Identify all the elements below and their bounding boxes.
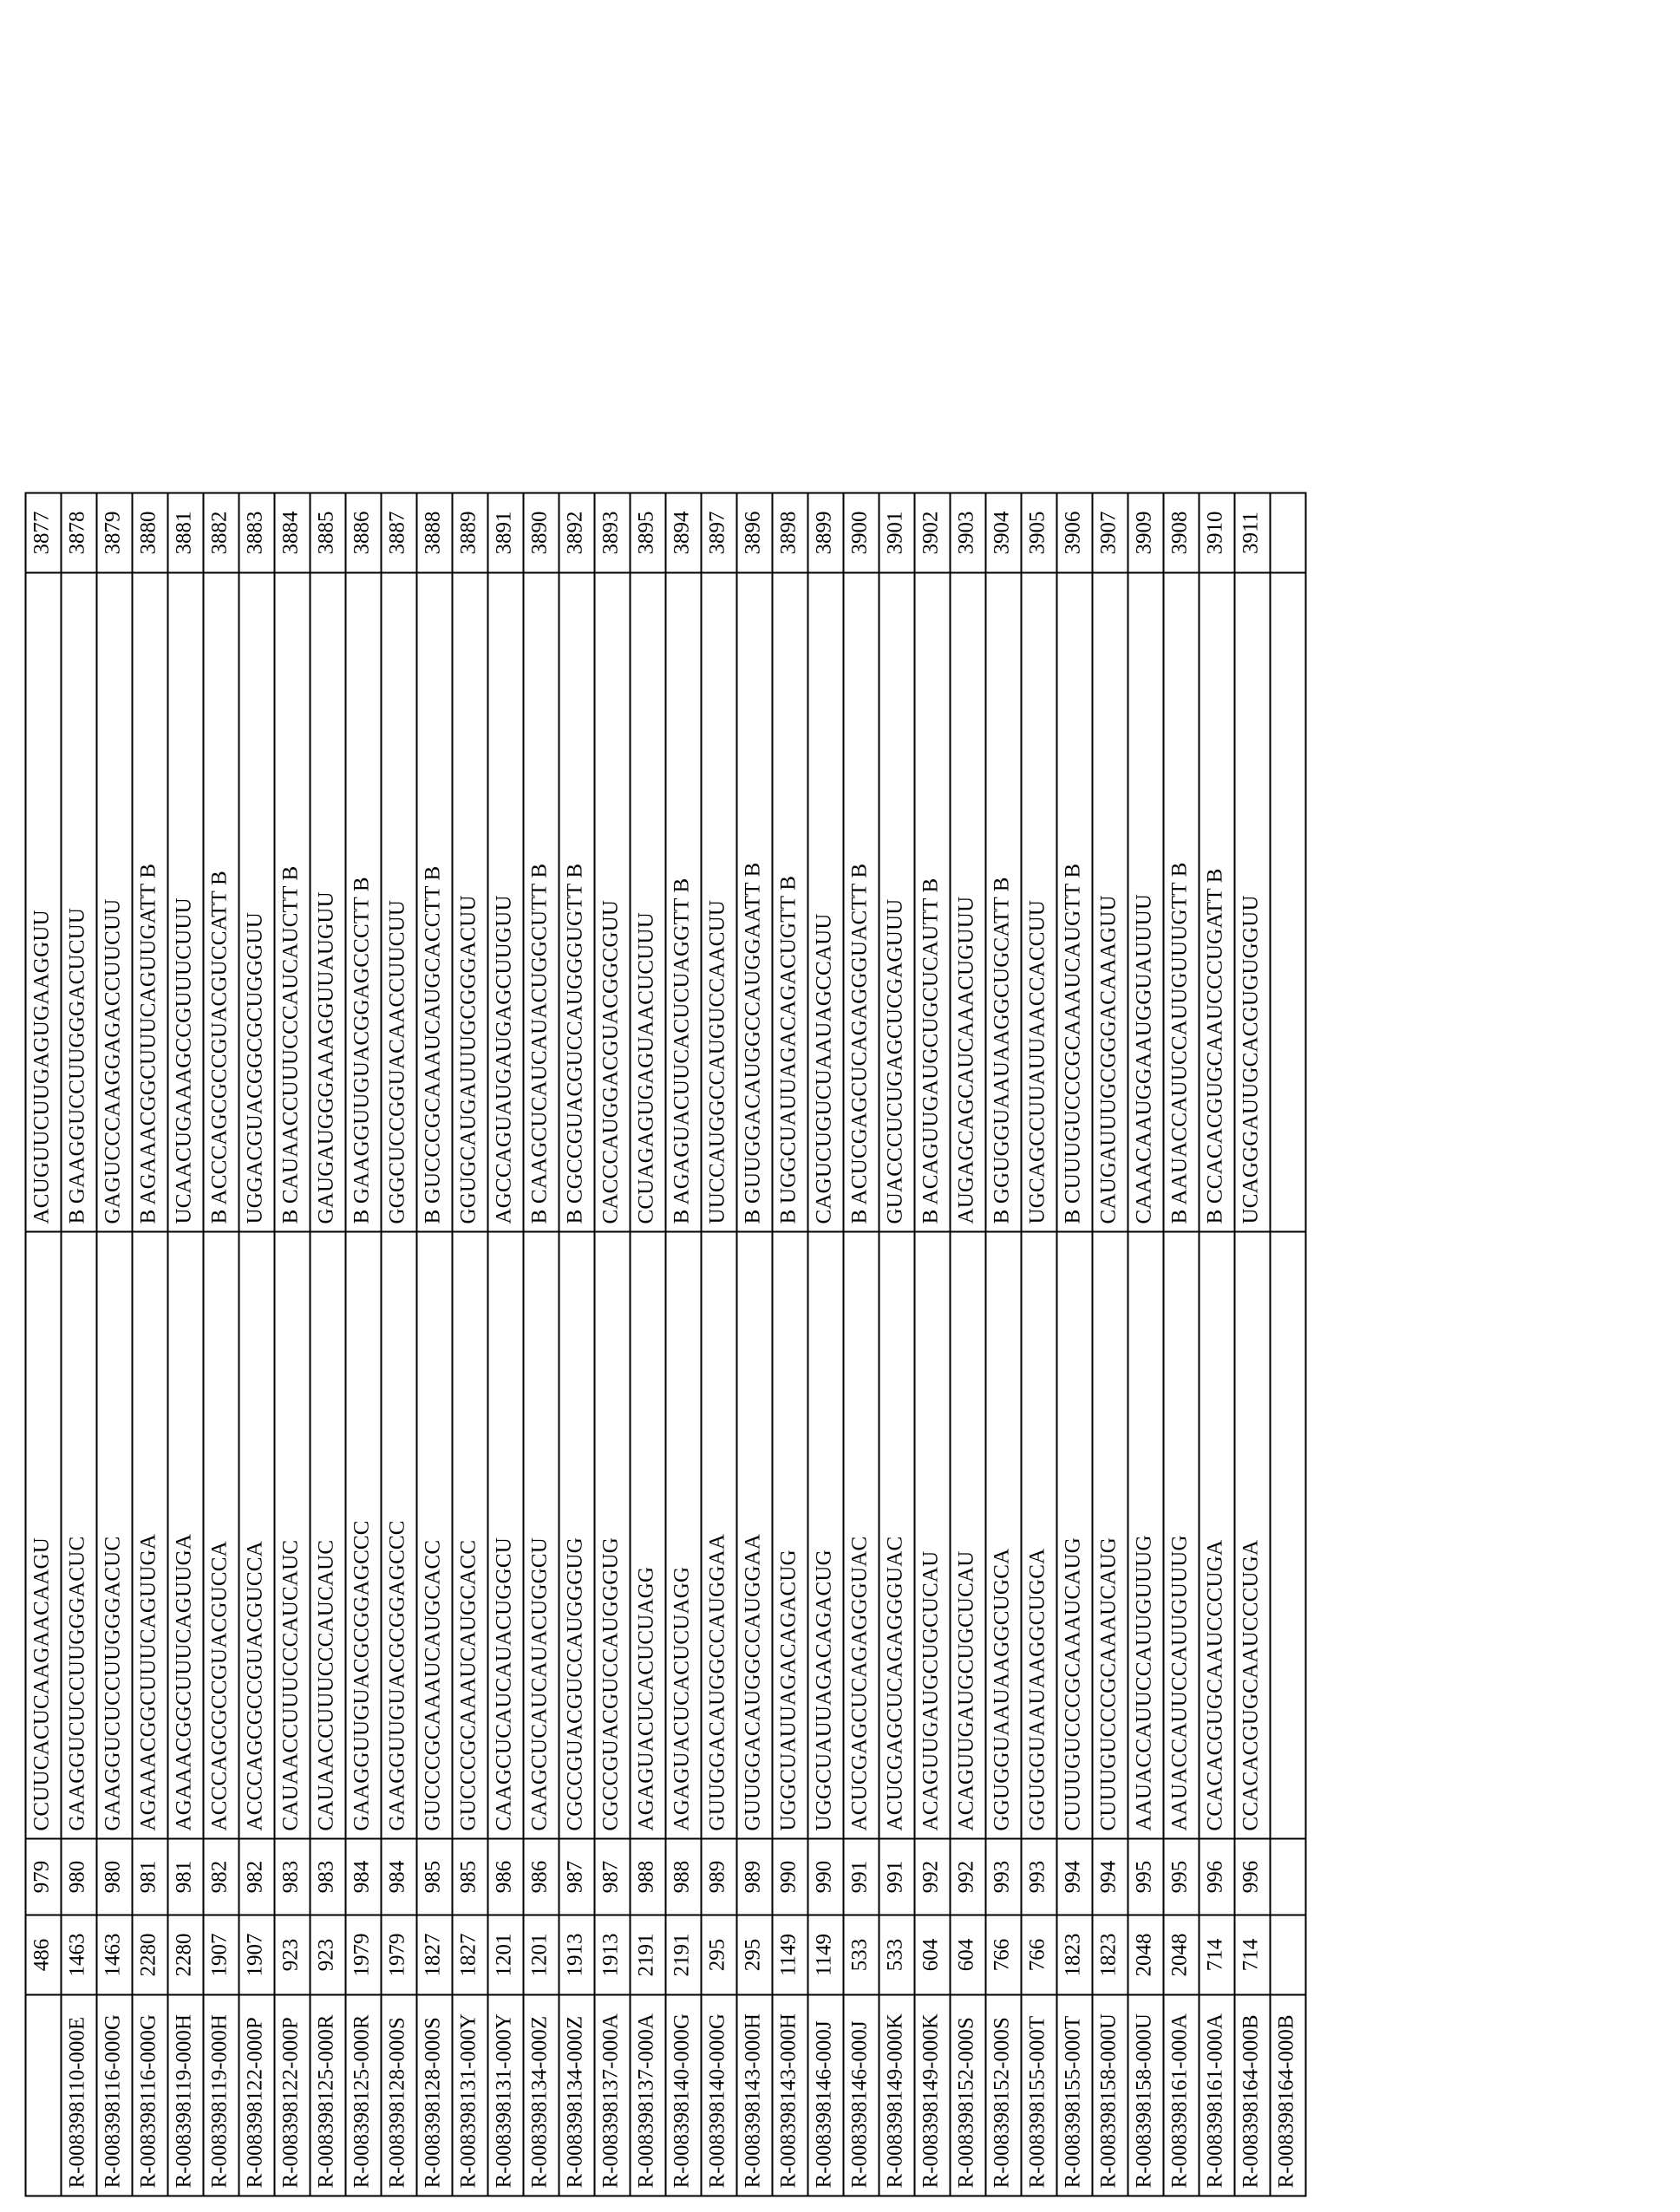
table-row <box>132 493 167 2196</box>
cell-dna-sequence: AGAAACGGCUUUCAGUUGA <box>167 1231 203 1838</box>
cell-seq-id-3: 3888 <box>416 493 452 572</box>
cell-rna-sequence: B ACAGUUGAUGCUGCUCAUTT B <box>914 572 950 1231</box>
table-row <box>665 493 701 2196</box>
cell-dna-sequence: ACAGUUGAUGCUGCUCAU <box>914 1231 950 1838</box>
cell-rna-sequence: B GAAGGUUGUACGGAGCCCTT B <box>345 572 381 1231</box>
cell-seq-id-3: 3889 <box>452 493 487 572</box>
cell-seq-id-1: 1907 <box>203 1915 239 1994</box>
cell-identifier: R-008398143-000H <box>736 1994 772 2196</box>
cell-seq-id-3: 3885 <box>310 493 345 572</box>
cell-seq-id-3: 3880 <box>132 493 167 572</box>
cell-identifier: R-008398146-000J <box>807 1994 843 2196</box>
cell-identifier: R-008398161-000A <box>1163 1994 1199 2196</box>
cell-identifier: R-008398158-000U <box>1128 1994 1163 2196</box>
cell-seq-id-3: 3879 <box>96 493 132 572</box>
cell-seq-id-3: 3903 <box>950 493 985 572</box>
cell-identifier: R-008398140-000G <box>665 1994 701 2196</box>
cell-rna-sequence: GAGUCCCAAGGAGACCUUCUU <box>96 572 132 1231</box>
table-row <box>487 493 523 2196</box>
cell-rna-sequence: CAGUCUGUCUAAUAGCCAUU <box>807 572 843 1231</box>
cell-dna-sequence: CUUUGUCCCGCAAAUCAUG <box>1092 1231 1128 1838</box>
cell-dna-sequence: GAAGGUCUCCUUGGGACUC <box>61 1231 96 1838</box>
cell-rna-sequence: GGUGCAUGAUUUGCGGGACUU <box>452 572 487 1231</box>
cell-seq-id-3: 3897 <box>701 493 736 572</box>
cell-seq-id-1 <box>1270 1915 1305 1994</box>
cell-seq-id-1: 2280 <box>167 1915 203 1994</box>
cell-seq-id-1: 295 <box>736 1915 772 1994</box>
cell-rna-sequence: AUGAGCAGCAUCAAACUGUUU <box>950 572 985 1231</box>
cell-seq-id-3: 3886 <box>345 493 381 572</box>
cell-seq-id-3: 3890 <box>523 493 559 572</box>
table-row <box>879 493 914 2196</box>
cell-dna-sequence: GUCCCGCAAAUCAUGCACC <box>416 1231 452 1838</box>
cell-rna-sequence: B ACCCAGCGCCGUACGUCCATT B <box>203 572 239 1231</box>
cell-seq-id-2: 986 <box>487 1838 523 1915</box>
cell-dna-sequence: AAUACCAUUCCAUUGUUUG <box>1163 1231 1199 1838</box>
table-row <box>1092 493 1128 2196</box>
cell-dna-sequence: GAAGGUCUCCUUGGGACUC <box>96 1231 132 1838</box>
cell-seq-id-2: 990 <box>772 1838 807 1915</box>
table-row <box>950 493 985 2196</box>
cell-identifier: R-008398143-000H <box>772 1994 807 2196</box>
cell-seq-id-2: 979 <box>25 1838 61 1915</box>
cell-identifier: R-008398125-000R <box>345 1994 381 2196</box>
cell-seq-id-2: 994 <box>1056 1838 1092 1915</box>
cell-identifier: R-008398134-000Z <box>559 1994 594 2196</box>
cell-dna-sequence: UGGCUAUUAGACAGACUG <box>772 1231 807 1838</box>
table-row <box>416 493 452 2196</box>
cell-seq-id-1: 766 <box>985 1915 1021 1994</box>
cell-seq-id-3: 3881 <box>167 493 203 572</box>
cell-seq-id-3: 3907 <box>1092 493 1128 572</box>
cell-seq-id-3: 3896 <box>736 493 772 572</box>
cell-identifier: R-008398149-000K <box>914 1994 950 2196</box>
cell-seq-id-3: 3894 <box>665 493 701 572</box>
cell-seq-id-1: 714 <box>1234 1915 1270 1994</box>
cell-dna-sequence: CCACACGUGCAAUCCCUGA <box>1199 1231 1234 1838</box>
cell-rna-sequence: AGCCAGUAUGAUGAGCUUGUU <box>487 572 523 1231</box>
cell-rna-sequence: UGCAGCCUUAUUAACCACCUU <box>1021 572 1056 1231</box>
cell-dna-sequence: UGGCUAUUAGACAGACUG <box>807 1231 843 1838</box>
cell-dna-sequence: AAUACCAUUCCAUUGUUUG <box>1128 1231 1163 1838</box>
cell-seq-id-2: 991 <box>843 1838 879 1915</box>
cell-seq-id-3: 3908 <box>1163 493 1199 572</box>
cell-dna-sequence: CGCCGUACGUCCAUGGGUG <box>559 1231 594 1838</box>
cell-seq-id-2: 984 <box>345 1838 381 1915</box>
cell-seq-id-2: 996 <box>1234 1838 1270 1915</box>
cell-seq-id-1: 1149 <box>772 1915 807 1994</box>
cell-seq-id-2: 986 <box>523 1838 559 1915</box>
table-row <box>274 493 310 2196</box>
cell-seq-id-1: 2280 <box>132 1915 167 1994</box>
cell-seq-id-3: 3895 <box>630 493 665 572</box>
table-row <box>25 493 61 2196</box>
cell-seq-id-3: 3910 <box>1199 493 1234 572</box>
cell-seq-id-2: 989 <box>736 1838 772 1915</box>
cell-seq-id-2: 996 <box>1199 1838 1234 1915</box>
cell-rna-sequence: GUACCCUCUGAGCUCGAGUUU <box>879 572 914 1231</box>
cell-seq-id-1: 1463 <box>96 1915 132 1994</box>
cell-seq-id-3: 3884 <box>274 493 310 572</box>
cell-seq-id-1: 2191 <box>665 1915 701 1994</box>
cell-seq-id-1: 486 <box>25 1915 61 1994</box>
table-row <box>559 493 594 2196</box>
cell-seq-id-1: 2048 <box>1163 1915 1199 1994</box>
cell-identifier: R-008398116-000G <box>132 1994 167 2196</box>
table-row <box>203 493 239 2196</box>
cell-dna-sequence: CAUAACCUUUCCCAUCAUC <box>274 1231 310 1838</box>
cell-rna-sequence: GGGCUCCGGUACAACCUUCUU <box>381 572 416 1231</box>
cell-seq-id-1: 1913 <box>594 1915 630 1994</box>
cell-seq-id-2: 984 <box>381 1838 416 1915</box>
cell-seq-id-1: 923 <box>274 1915 310 1994</box>
cell-rna-sequence: B CGCCGUACGUCCAUGGGUGTT B <box>559 572 594 1231</box>
table-row <box>594 493 630 2196</box>
cell-seq-id-2 <box>1270 1838 1305 1915</box>
cell-identifier: R-008398131-000Y <box>452 1994 487 2196</box>
table-row <box>985 493 1021 2196</box>
table-row <box>1056 493 1092 2196</box>
cell-rna-sequence: B AGAGUACUUCACUCUAGGTT B <box>665 572 701 1231</box>
cell-identifier: R-008398137-000A <box>630 1994 665 2196</box>
cell-seq-id-1: 1979 <box>381 1915 416 1994</box>
table-row <box>523 493 559 2196</box>
cell-dna-sequence: CCUUCACUCAAGAACAAGU <box>25 1231 61 1838</box>
cell-dna-sequence: ACCCAGCGCCGUACGUCCA <box>239 1231 274 1838</box>
cell-seq-id-1: 1823 <box>1092 1915 1128 1994</box>
cell-seq-id-1: 604 <box>914 1915 950 1994</box>
cell-dna-sequence: CCACACGUGCAAUCCCUGA <box>1234 1231 1270 1838</box>
cell-dna-sequence: AGAAACGGCUUUCAGUUGA <box>132 1231 167 1838</box>
cell-dna-sequence: CUUUGUCCCGCAAAUCAUG <box>1056 1231 1092 1838</box>
table-row <box>239 493 274 2196</box>
cell-rna-sequence: UGGACGUACGGCGCUGGGUU <box>239 572 274 1231</box>
cell-seq-id-1: 923 <box>310 1915 345 1994</box>
table-row <box>843 493 879 2196</box>
cell-seq-id-3: 3900 <box>843 493 879 572</box>
cell-seq-id-2: 988 <box>665 1838 701 1915</box>
cell-identifier: R-008398158-000U <box>1092 1994 1128 2196</box>
cell-dna-sequence: ACUCGAGCUCAGAGGGUAC <box>843 1231 879 1838</box>
cell-rna-sequence: B AAUACCAUUCCAUUGUUUGTT B <box>1163 572 1199 1231</box>
cell-seq-id-3: 3893 <box>594 493 630 572</box>
cell-seq-id-1: 2191 <box>630 1915 665 1994</box>
cell-dna-sequence: AGAGUACUCACUCUAGG <box>665 1231 701 1838</box>
cell-seq-id-3: 3887 <box>381 493 416 572</box>
cell-dna-sequence <box>1270 1231 1305 1838</box>
cell-identifier: R-008398131-000Y <box>487 1994 523 2196</box>
cell-dna-sequence: CAAGCUCAUCAUACUGGCU <box>523 1231 559 1838</box>
cell-identifier: R-008398155-000T <box>1056 1994 1092 2196</box>
cell-identifier: R-008398152-000S <box>985 1994 1021 2196</box>
cell-seq-id-2: 985 <box>452 1838 487 1915</box>
cell-rna-sequence: UCAGGGAUUGCACGUGUGGUU <box>1234 572 1270 1231</box>
cell-seq-id-3: 3902 <box>914 493 950 572</box>
cell-rna-sequence: B GUUGGACAUGGCCAUGGAATT B <box>736 572 772 1231</box>
cell-seq-id-2: 983 <box>274 1838 310 1915</box>
cell-dna-sequence: GUUGGACAUGGCCAUGGAA <box>736 1231 772 1838</box>
cell-seq-id-2: 980 <box>61 1838 96 1915</box>
cell-seq-id-3: 3883 <box>239 493 274 572</box>
cell-identifier: R-008398164-000B <box>1270 1994 1305 2196</box>
cell-seq-id-2: 982 <box>239 1838 274 1915</box>
cell-seq-id-2: 987 <box>594 1838 630 1915</box>
cell-rna-sequence: B UGGCUAUUAGACAGACUGTT B <box>772 572 807 1231</box>
cell-rna-sequence: B CCACACGUGCAAUCCCUGATT B <box>1199 572 1234 1231</box>
cell-identifier: R-008398140-000G <box>701 1994 736 2196</box>
cell-seq-id-1: 295 <box>701 1915 736 1994</box>
table-row <box>1128 493 1163 2196</box>
cell-identifier: R-008398122-000P <box>239 1994 274 2196</box>
cell-seq-id-1: 2048 <box>1128 1915 1163 1994</box>
cell-identifier <box>25 1994 61 2196</box>
cell-dna-sequence: ACCCAGCGCCGUACGUCCA <box>203 1231 239 1838</box>
cell-identifier: R-008398128-000S <box>416 1994 452 2196</box>
table-row <box>914 493 950 2196</box>
cell-identifier: R-008398128-000S <box>381 1994 416 2196</box>
cell-seq-id-2: 988 <box>630 1838 665 1915</box>
sequence-table <box>24 492 1306 2196</box>
cell-identifier: R-008398134-000Z <box>523 1994 559 2196</box>
cell-seq-id-2: 990 <box>807 1838 843 1915</box>
cell-seq-id-3: 3911 <box>1234 493 1270 572</box>
cell-seq-id-2: 991 <box>879 1838 914 1915</box>
cell-rna-sequence: B GAAGGUCCUUGGGACUCUU <box>61 572 96 1231</box>
cell-rna-sequence: B AGAAACGGCUUUCAGUUGATT B <box>132 572 167 1231</box>
table-row <box>772 493 807 2196</box>
table-row <box>701 493 736 2196</box>
table-row <box>96 493 132 2196</box>
cell-rna-sequence <box>1270 572 1305 1231</box>
cell-seq-id-3: 3899 <box>807 493 843 572</box>
cell-rna-sequence: UCAACUGAAAGCCGUUUCUUU <box>167 572 203 1231</box>
table-row <box>61 493 96 2196</box>
cell-dna-sequence: ACUCGAGCUCAGAGGGUAC <box>879 1231 914 1838</box>
cell-rna-sequence: B CUUUGUCCCGCAAAUCAUGTT B <box>1056 572 1092 1231</box>
cell-seq-id-3: 3909 <box>1128 493 1163 572</box>
cell-seq-id-2: 981 <box>132 1838 167 1915</box>
cell-seq-id-1: 533 <box>843 1915 879 1994</box>
cell-dna-sequence: GUCCCGCAAAUCAUGCACC <box>452 1231 487 1838</box>
table-row <box>345 493 381 2196</box>
cell-identifier: R-008398146-000J <box>843 1994 879 2196</box>
cell-rna-sequence: CAUGAUUUGCGGGACAAAGUU <box>1092 572 1128 1231</box>
cell-identifier: R-008398116-000G <box>96 1994 132 2196</box>
cell-seq-id-3: 3877 <box>25 493 61 572</box>
cell-seq-id-3: 3898 <box>772 493 807 572</box>
cell-seq-id-1: 604 <box>950 1915 985 1994</box>
cell-seq-id-2: 982 <box>203 1838 239 1915</box>
cell-rna-sequence: GAUGAUGGGAAAGGUUAUGUU <box>310 572 345 1231</box>
cell-seq-id-1: 1979 <box>345 1915 381 1994</box>
cell-identifier: R-008398125-000R <box>310 1994 345 2196</box>
cell-seq-id-2: 987 <box>559 1838 594 1915</box>
cell-rna-sequence: CAAACAAUGGAAUGGUAUUUU <box>1128 572 1163 1231</box>
cell-identifier: R-008398152-000S <box>950 1994 985 2196</box>
cell-seq-id-1: 766 <box>1021 1915 1056 1994</box>
cell-dna-sequence: CAUAACCUUUCCCAUCAUC <box>310 1231 345 1838</box>
table-row <box>1163 493 1199 2196</box>
cell-seq-id-1: 714 <box>1199 1915 1234 1994</box>
cell-seq-id-2: 995 <box>1128 1838 1163 1915</box>
table-row <box>452 493 487 2196</box>
cell-seq-id-3: 3904 <box>985 493 1021 572</box>
table-row <box>1234 493 1270 2196</box>
cell-seq-id-2: 989 <box>701 1838 736 1915</box>
cell-identifier: R-008398149-000K <box>879 1994 914 2196</box>
table-row <box>167 493 203 2196</box>
cell-identifier: R-008398155-000T <box>1021 1994 1056 2196</box>
cell-identifier: R-008398119-000H <box>167 1994 203 2196</box>
cell-seq-id-2: 985 <box>416 1838 452 1915</box>
cell-seq-id-3: 3891 <box>487 493 523 572</box>
cell-rna-sequence: B CAUAACCUUUCCCAUCAUCTT B <box>274 572 310 1231</box>
cell-seq-id-2: 993 <box>1021 1838 1056 1915</box>
cell-seq-id-3: 3892 <box>559 493 594 572</box>
cell-dna-sequence: AGAGUACUCACUCUAGG <box>630 1231 665 1838</box>
cell-identifier: R-008398137-000A <box>594 1994 630 2196</box>
cell-rna-sequence: ACUGUUCUUGAGUGAAGGUU <box>25 572 61 1231</box>
cell-dna-sequence: GAAGGUUGUACGCGGAGCCC <box>381 1231 416 1838</box>
table-row <box>630 493 665 2196</box>
cell-identifier: R-008398119-000H <box>203 1994 239 2196</box>
cell-seq-id-2: 992 <box>914 1838 950 1915</box>
cell-identifier: R-008398164-000B <box>1234 1994 1270 2196</box>
cell-rna-sequence: B GGUGGUAAUAAGGCUGCATT B <box>985 572 1021 1231</box>
cell-seq-id-1: 1201 <box>523 1915 559 1994</box>
cell-identifier: R-008398161-000A <box>1199 1994 1234 2196</box>
cell-rna-sequence: CACCCAUGGACGUACGGCGUU <box>594 572 630 1231</box>
cell-dna-sequence: ACAGUUGAUGCUGCUCAU <box>950 1231 985 1838</box>
cell-dna-sequence: CGCCGUACGUCCAUGGGUG <box>594 1231 630 1838</box>
cell-identifier: R-008398122-000P <box>274 1994 310 2196</box>
cell-seq-id-1: 1913 <box>559 1915 594 1994</box>
table-row <box>1199 493 1234 2196</box>
cell-seq-id-1: 1823 <box>1056 1915 1092 1994</box>
cell-seq-id-1: 1463 <box>61 1915 96 1994</box>
table-row <box>1270 493 1305 2196</box>
table-row <box>807 493 843 2196</box>
table-row <box>310 493 345 2196</box>
cell-seq-id-2: 993 <box>985 1838 1021 1915</box>
cell-seq-id-2: 992 <box>950 1838 985 1915</box>
cell-dna-sequence: GGUGGUAAUAAGGCUGCA <box>985 1231 1021 1838</box>
cell-seq-id-2: 994 <box>1092 1838 1128 1915</box>
cell-seq-id-1: 1827 <box>452 1915 487 1994</box>
cell-seq-id-3: 3901 <box>879 493 914 572</box>
cell-seq-id-3: 3878 <box>61 493 96 572</box>
cell-seq-id-3 <box>1270 493 1305 572</box>
cell-rna-sequence: CCUAGAGUGAGUAACUCUUU <box>630 572 665 1231</box>
table-row <box>736 493 772 2196</box>
table-row <box>1021 493 1056 2196</box>
cell-seq-id-2: 983 <box>310 1838 345 1915</box>
cell-dna-sequence: GUUGGACAUGGCCAUGGAA <box>701 1231 736 1838</box>
cell-identifier: R-008398110-000E <box>61 1994 96 2196</box>
cell-seq-id-2: 995 <box>1163 1838 1199 1915</box>
cell-seq-id-2: 980 <box>96 1838 132 1915</box>
cell-dna-sequence: GGUGGUAAUAAGGCUGCA <box>1021 1231 1056 1838</box>
cell-seq-id-3: 3905 <box>1021 493 1056 572</box>
cell-rna-sequence: B GUCCCGCAAAUCAUGCACCTT B <box>416 572 452 1231</box>
cell-seq-id-1: 1149 <box>807 1915 843 1994</box>
cell-dna-sequence: GAAGGUUGUACGCGGAGCCC <box>345 1231 381 1838</box>
cell-seq-id-1: 533 <box>879 1915 914 1994</box>
cell-rna-sequence: UUCCAUGGCCAUGUCCAACUU <box>701 572 736 1231</box>
cell-seq-id-1: 1827 <box>416 1915 452 1994</box>
cell-seq-id-3: 3906 <box>1056 493 1092 572</box>
cell-seq-id-3: 3882 <box>203 493 239 572</box>
cell-dna-sequence: CAAGCUCAUCAUACUGGCU <box>487 1231 523 1838</box>
cell-seq-id-1: 1201 <box>487 1915 523 1994</box>
cell-rna-sequence: B CAAGCUCAUCAUACUGGCUTT B <box>523 572 559 1231</box>
cell-seq-id-1: 1907 <box>239 1915 274 1994</box>
cell-seq-id-2: 981 <box>167 1838 203 1915</box>
cell-rna-sequence: B ACUCGAGCUCAGAGGGUACTT B <box>843 572 879 1231</box>
table-row <box>381 493 416 2196</box>
